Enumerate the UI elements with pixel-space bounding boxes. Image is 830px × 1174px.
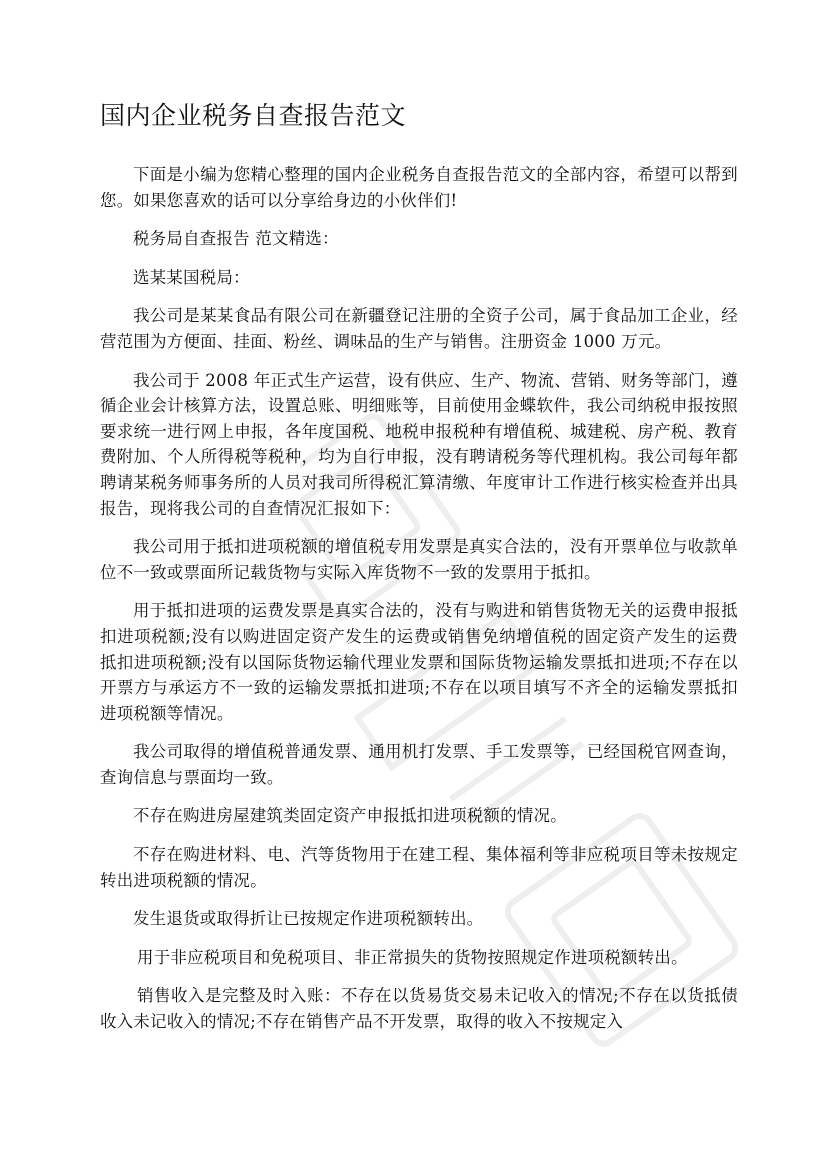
paragraph-company-intro: 我公司是某某食品有限公司在新疆登记注册的全资子公司，属于食品加工企业，经营范围为方便面、挂面、粉丝、调味品的生产与销售。注册资金 1000 万元。 — [100, 306, 738, 351]
paragraph-salutation: 选某某国税局： — [133, 267, 250, 287]
document-title: 国内企业税务自查报告范文 — [100, 101, 407, 130]
paragraph-non-taxable: 用于非应税项目和免税项目、非正常损失的货物按照规定作进项税额转出。 — [137, 947, 688, 967]
paragraph-ordinary-invoices: 我公司取得的增值税普通发票、通用机打发票、手工发票等，已经国税官网查询，查询信息与票面均一致。 — [100, 742, 738, 787]
paragraph-returns: 发生退货或取得折让已按规定作进项税额转出。 — [133, 909, 484, 929]
paragraph-intro: 下面是小编为您精心整理的国内企业税务自查报告范文的全部内容，希望可以帮到您。如果您喜欢的话可以分享给身边的小伙伴们! — [100, 165, 738, 210]
paragraph-operations: 我公司于 2008 年正式生产运营，设有供应、生产、物流、营销、财务等部门，遵循企业会计核算方法，设置总账、明细账等，目前使用金蝶软件，我公司纳税申报按照要求统一进行网上申报，各年度国税、地税申报税种有增值税、城建税、房产税、教育费附加、个人所得税等税种，均为自行申报，没有聘请税务等代理机构。我公司每年都聘请某税务师事务所的人员对我司所得税汇算清缴、年度审计工作进行核实检查并出具报告，现将我公司的自查情况汇报如下： — [100, 370, 738, 518]
paragraph-materials: 不存在购进材料、电、汽等货物用于在建工程、集体福利等非应税项目等未按规定转出进项税额的情况。 — [100, 845, 738, 890]
paragraph-sales-revenue: 销售收入是完整及时入账：不存在以货易货交易未记收入的情况;不存在以货抵债收入未记收入的情况;不存在销售产品不开发票，取得的收入不按规定入 — [100, 986, 738, 1032]
paragraph-fixed-assets: 不存在购进房屋建筑类固定资产申报抵扣进项税额的情况。 — [133, 806, 567, 826]
paragraph-subtitle: 税务局自查报告 范文精选： — [133, 229, 339, 249]
paragraph-vat-invoices: 我公司用于抵扣进项税额的增值税专用发票是真实合法的，没有开票单位与收款单位不一致或票面所记载货物与实际入库货物不一致的发票用于抵扣。 — [100, 537, 738, 582]
document-body — [100, 162, 738, 1048]
paragraph-freight-invoices: 用于抵扣进项的运费发票是真实合法的，没有与购进和销售货物无关的运费申报抵扣进项税额;没有以购进固定资产发生的运费或销售免纳增值税的固定资产发生的运费抵扣进项税额;没有以国际货物运输代理业发票和国际货物运输发票抵扣进项;不存在以开票方与承运方不一致的运输发票抵扣进项;不存在以项目填写不齐全的运输发票抵扣进项税额等情况。 — [100, 601, 738, 723]
